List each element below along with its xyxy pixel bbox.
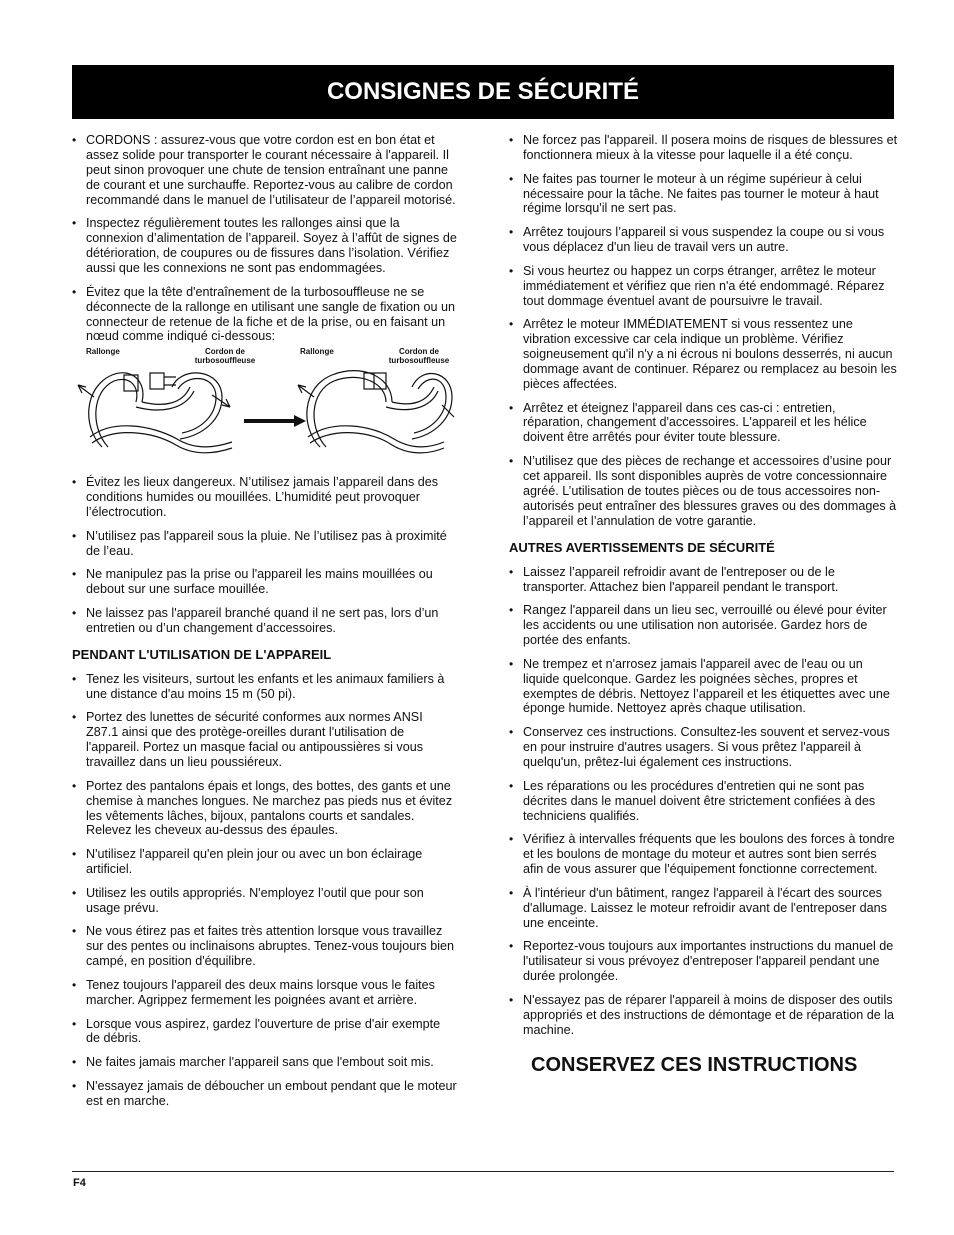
section-heading-other-warnings: AUTRES AVERTISSEMENTS DE SÉCURITÉ	[509, 539, 775, 555]
list-item: • Ne trempez et n'arrosez jamais l'appareil avec de l'eau ou un liquide quelconque. Gardez les poignées sèches, propres et exemptes de débris. Nettoyez l’appareil et les étiquettes avec une éponge humide. Nettoyez après chaque utilisation.	[509, 657, 899, 717]
list-item: • Utilisez les outils appropriés. N'employez l’outil que pour son usage prévu.	[72, 886, 457, 916]
list-item: • Portez des lunettes de sécurité conformes aux normes ANSI Z87.1 ainsi que des protège-oreilles durant l'utilisation de l'appareil. Portez un masque facial ou antipoussières si vous travaillez dans un lieu poussiéreux.	[72, 710, 457, 770]
operation-safety-list-continued	[509, 133, 899, 529]
list-item: • Arrêtez toujours l’appareil si vous suspendez la coupe ou si vous vous déplacez d'un lieu de travail vers un autre.	[509, 225, 899, 255]
list-item: • Vérifiez à intervalles fréquents que les boulons des forces à tondre et les boulons de montage du moteur et autres sont bien serrés afin de vous assurer que l'équipement fonctionne correctement.	[509, 832, 899, 877]
footer-divider	[72, 1171, 894, 1172]
figure-label-extension: Rallonge	[86, 347, 120, 357]
list-item: • N’utilisez que des pièces de rechange et accessoires d’usine pour cet appareil. Ils sont disponibles auprès de votre concessionnaire agréé. L’utilisation de toutes pièces ou de tous accessoires non-autorisés peut entraîner des blessures graves ou des dommages à l’appareil et l’annulation de votre garantie.	[509, 454, 899, 529]
list-item: • Arrêtez et éteignez l'appareil dans ces cas-ci : entretien, réparation, changement d'accessoires. L'appareil et les hélice doivent être arrêtés pour éviter toute blessure.	[509, 401, 899, 446]
list-item: • À l'intérieur d'un bâtiment, rangez l'appareil à l'écart des sources d'allumage. Laissez le moteur refroidir avant de l'entreposer dans une enceinte.	[509, 886, 899, 931]
environment-safety-list	[72, 475, 457, 636]
list-item: • CORDONS : assurez-vous que votre cordon est en bon état et assez solide pour transporter le courant nécessaire à l'appareil. Il peut sinon provoquer une chute de tension entraînant une panne de courant et une surchauffe. Reportez-vous au calibre de cordon recommandé dans le manuel de l’utilisateur de l’appareil motorisé.	[72, 133, 457, 208]
list-item: • Si vous heurtez ou happez un corps étranger, arrêtez le moteur immédiatement et vérifiez que rien n'a été endommagé. Réparez tout dommage éventuel avant de poursuivre le travail.	[509, 264, 899, 309]
list-item: • Évitez que la tête d'entraînement de la turbosouffleuse ne se déconnecte de la rallonge en utilisant une sangle de fixation ou un connecteur de retenue de la fiche et de la prise, ou en faisant un nœud comme indiqué ci-dessous:	[72, 285, 457, 345]
list-item: • Ne faites pas tourner le moteur à un régime supérieur à celui nécessaire pour la tâche. Ne faites pas tourner le moteur à haut régime lorsqu'il ne sert pas.	[509, 172, 899, 217]
list-item: • N'utilisez l'appareil qu'en plein jour ou avec un bon éclairage artificiel.	[72, 847, 457, 877]
list-item: • Tenez les visiteurs, surtout les enfants et les animaux familiers à une distance d'au moins 15 m (50 pi).	[72, 672, 457, 702]
section-heading-use: PENDANT L'UTILISATION DE L'APPAREIL	[72, 646, 332, 662]
list-item: • Les réparations ou les procédures d'entretien qui ne sont pas décrites dans le manuel doivent être strictement confiées à des techniciens qualifiés.	[509, 779, 899, 824]
figure-label-cord: Cordon de turbosouffleuse	[194, 347, 256, 366]
list-item: • Évitez les lieux dangereux. N’utilisez jamais l’appareil dans des conditions humides ou mouillées. L’humidité peut provoquer l’électrocution.	[72, 475, 457, 520]
cord-safety-list	[72, 133, 457, 344]
list-item: • Ne faites jamais marcher l'appareil sans que l'embout soit mis.	[72, 1055, 457, 1070]
list-item: • N'essayez jamais de déboucher un embout pendant que le moteur est en marche.	[72, 1079, 457, 1109]
list-item: • Conservez ces instructions. Consultez-les souvent et servez-vous en pour instruire d'autres usagers. Si vous prêtez l'appareil à quelqu'un, prêtez-lui également ces instructions.	[509, 725, 899, 770]
cord-knot-illustration	[72, 347, 457, 463]
list-item: • Laissez l’appareil refroidir avant de l'entreposer ou de le transporter. Attachez bien l'appareil pendant le transport.	[509, 565, 899, 595]
knot-diagram-icon	[72, 347, 457, 463]
left-column	[72, 133, 457, 1117]
figure-label-extension: Rallonge	[300, 347, 334, 357]
list-item: • Ne laissez pas l'appareil branché quand il ne sert pas, lors d’un entretien ou d’un changement d’accessoires.	[72, 606, 457, 636]
list-item: • Portez des pantalons épais et longs, des bottes, des gants et une chemise à manches longues. Ne marchez pas pieds nus et évitez les vêtements lâches, bijoux, pantalons courts et sandales. Relevez les cheveux au-dessus des épaules.	[72, 779, 457, 839]
figure-label-cord: Cordon de turbosouffleuse	[388, 347, 450, 366]
list-item: • Ne forcez pas l'appareil. Il posera moins de risques de blessures et fonctionnera mieux à la vitesse pour laquelle il a été conçu.	[509, 133, 899, 163]
page-title: CONSIGNES DE SÉCURITÉ	[72, 65, 894, 119]
list-item: • Ne vous étirez pas et faites très attention lorsque vous travaillez sur des pentes ou inclinaisons abruptes. Tenez-vous toujours bien campé, en position d'équilibre.	[72, 924, 457, 969]
list-item: • Arrêtez le moteur IMMÉDIATEMENT si vous ressentez une vibration excessive car cela indique un problème. Vérifiez soigneusement qu'il n'y a ni écrous ni boulons desserrés, ni aucun dommage avant de continuer. Réparez ou remplacez au besoin les pièces affectées.	[509, 317, 899, 392]
list-item: • Rangez l'appareil dans un lieu sec, verrouillé ou élevé pour éviter les accidents ou une utilisation non autorisée. Gardez hors de portée des enfants.	[509, 603, 899, 648]
closing-heading: CONSERVEZ CES INSTRUCTIONS	[531, 1054, 858, 1077]
list-item: • N'essayez pas de réparer l'appareil à moins de disposer des outils appropriés et des instructions de démontage et de réparation de la machine.	[509, 993, 899, 1038]
list-item: • N’utilisez pas l'appareil sous la pluie. Ne l’utilisez pas à proximité de l’eau.	[72, 529, 457, 559]
list-item: • Ne manipulez pas la prise ou l'appareil les mains mouillées ou debout sur une surface mouillée.	[72, 567, 457, 597]
list-item: • Lorsque vous aspirez, gardez l'ouverture de prise d'air exempte de débris.	[72, 1017, 457, 1047]
other-warnings-list	[509, 565, 899, 1038]
list-item: • Reportez-vous toujours aux importantes instructions du manuel de l'utilisateur si vous prévoyez d'entreposer l'appareil pendant une durée prolongée.	[509, 939, 899, 984]
right-column	[509, 133, 899, 1077]
page-number: F4	[73, 1177, 86, 1189]
list-item: • Inspectez régulièrement toutes les rallonges ainsi que la connexion d’alimentation de l’appareil. Soyez à l’affût de signes de détérioration, de coupures ou de fissures dans l’isolation. Vérifiez aussi que les connexions ne sont pas endommagées.	[72, 216, 457, 276]
list-item: • Tenez toujours l'appareil des deux mains lorsque vous le faites marcher. Agrippez fermement les poignées avant et arrière.	[72, 978, 457, 1008]
operation-safety-list	[72, 672, 457, 1109]
